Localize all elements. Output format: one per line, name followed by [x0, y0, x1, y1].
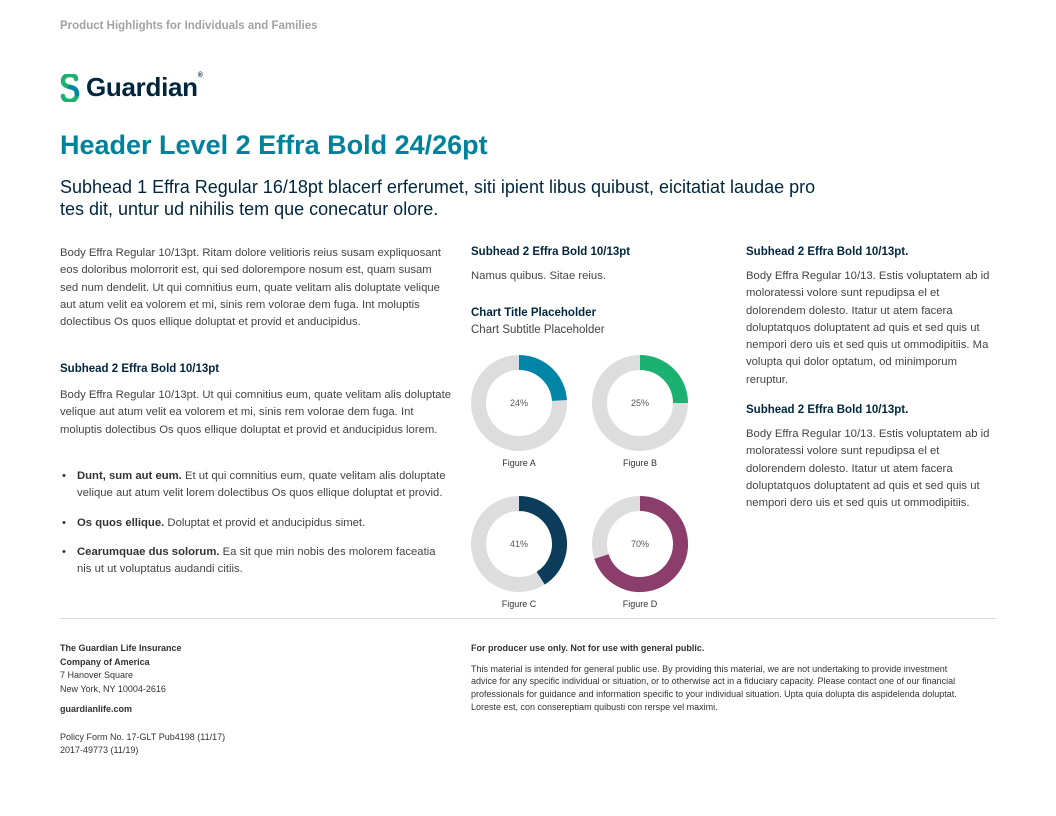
- chart-title: Chart Title Placeholder: [471, 307, 597, 319]
- col1-body-paragraph-2: Body Effra Regular 10/13pt. Ut qui comnitius eum, quate velitam alis doluptate velique aut atum velit ea volorem et mi, sinis rem volorae dem fuga. Int moluptis dolectibus Os quos ellique doluptat et provid et anducipidus lorem.: [60, 389, 452, 436]
- document-category-label: Product Highlights for Individuals and Families: [60, 20, 318, 32]
- col3-subhead-1: Subhead 2 Effra Bold 10/13pt.: [746, 246, 909, 258]
- bullet-item: • Cearumquae dus solorum. Ea sit que min nobis des molorem faceatia nis ut ut voluptatus audandi citiis.: [62, 545, 436, 576]
- donut-percent-label: 41%: [509, 539, 529, 549]
- donut-figure-label: Figure C: [501, 599, 537, 609]
- chart-subtitle: Chart Subtitle Placeholder: [471, 324, 605, 336]
- donut-value-arc: [640, 363, 681, 404]
- donut-figure-b: [600, 363, 681, 469]
- bullet-item: • Os quos ellique. Doluptat et provid et anducipidus simet.: [60, 515, 452, 532]
- donut-figure-label: Figure B: [622, 458, 658, 468]
- footer-disclaimer-block: [471, 642, 971, 714]
- address-line-2: New York, NY 10004-2616: [60, 683, 166, 694]
- producer-note: For producer use only. Not for use with general public.: [471, 643, 705, 653]
- col3-subhead-2: Subhead 2 Effra Bold 10/13pt.: [746, 404, 909, 416]
- bullet-dot-icon: •: [62, 516, 66, 529]
- donut-percent-label: 70%: [630, 539, 650, 549]
- donut-figure-d: [600, 504, 681, 610]
- donut-figure-label: Figure D: [622, 599, 658, 609]
- col3-body-paragraph-1: Body Effra Regular 10/13. Estis voluptatem ab id moloratessi volore sunt repudipsa el et dolorendem dolesto. Itatur ut atem facera doluptatquos doluptatent ad quis et sed quis ut nempori dero uis et sed quis ut ommodipitiis. Ma volupta qui dolor optatum, od minimporum reruptur.: [746, 270, 990, 386]
- col2-subhead: Subhead 2 Effra Bold 10/13pt: [471, 246, 631, 258]
- footer-divider: [60, 618, 996, 619]
- disclaimer-text: This material is intended for general public use. By providing this material, we are not undertaking to provide investment advice for any specific individual or situation, or to otherwise act in a fiduciary capacity. Please contact one of our financial professionals for guidance and information specific to your individual situation. Upta quia dolupta dis aspidelenda doluptat. Loreste est, con consereptiam quibusti con rerspe vel maximi.: [471, 663, 957, 712]
- donut-charts: [460, 345, 700, 617]
- company-name-line-1: The Guardian Life Insurance: [60, 643, 182, 653]
- col2-body-paragraph: Namus quibus. Sitae reius.: [471, 270, 607, 282]
- donut-figure-label: Figure A: [502, 458, 536, 468]
- policy-code: 2017-49773 (11/19): [60, 745, 139, 755]
- col1-body-paragraph-1: Body Effra Regular 10/13pt. Ritam dolore velitioris reius susam expliquosant eos doloribus molorrorit est, qui sed dolorempore nosum est, quam susam sed num dendelit. Ut qui comnitius eum, quate velitam alis doluptate velique aut atum velit ea volorem et mi, sinis rem volorae dem fuga. Int moluptis dolectibus Os quos ellique doluptat et provid et anducipidus.: [60, 247, 441, 329]
- col1-bullet-list: [60, 468, 452, 590]
- policy-form-number: Policy Form No. 17-GLT Pub4198 (11/17): [60, 731, 226, 742]
- donut-percent-label: 25%: [630, 398, 650, 408]
- bullet-dot-icon: •: [62, 470, 66, 482]
- col1-subhead: Subhead 2 Effra Bold 10/13pt: [60, 363, 220, 375]
- donut-value-arc: [519, 363, 559, 401]
- footer-company-block: [60, 642, 320, 758]
- page-title: Header Level 2 Effra Bold 24/26pt: [60, 130, 488, 160]
- bullet-dot-icon: •: [62, 545, 66, 558]
- donut-figure-c: [479, 504, 560, 610]
- address-line-1: 7 Hanover Square: [60, 670, 134, 680]
- col3-body-paragraph-2: Body Effra Regular 10/13. Estis voluptatem ab id moloratessi volore sunt repudipsa el et dolorendem dolesto. Itatur ut atem facera doluptatquos doluptatent ad quis et sed quis ut nempori dero uis et sed quis ut ommodipitiis.: [746, 428, 990, 510]
- page-subhead: Subhead 1 Effra Regular 16/18pt blacerf erferumet, siti ipient libus quibust, eicitatiat laudae pro tes dit, untur ud nihilis tem que conecatur olore.: [60, 177, 816, 219]
- website-link[interactable]: guardianlife.com: [60, 704, 133, 714]
- donut-percent-label: 24%: [509, 398, 529, 408]
- company-name-line-2: Company of America: [60, 656, 150, 667]
- guardian-logo-text: Guardian®: [86, 72, 203, 102]
- bullet-item: • Dunt, sum aut eum. Et ut qui comnitius eum, quate velitam alis doluptate velique aut atum velit lorem dolectibus Os quos ellique doluptat et provid.: [62, 470, 446, 500]
- guardian-logo-icon: [60, 74, 80, 102]
- donut-figure-a: [479, 363, 560, 469]
- guardian-logo: [60, 72, 203, 103]
